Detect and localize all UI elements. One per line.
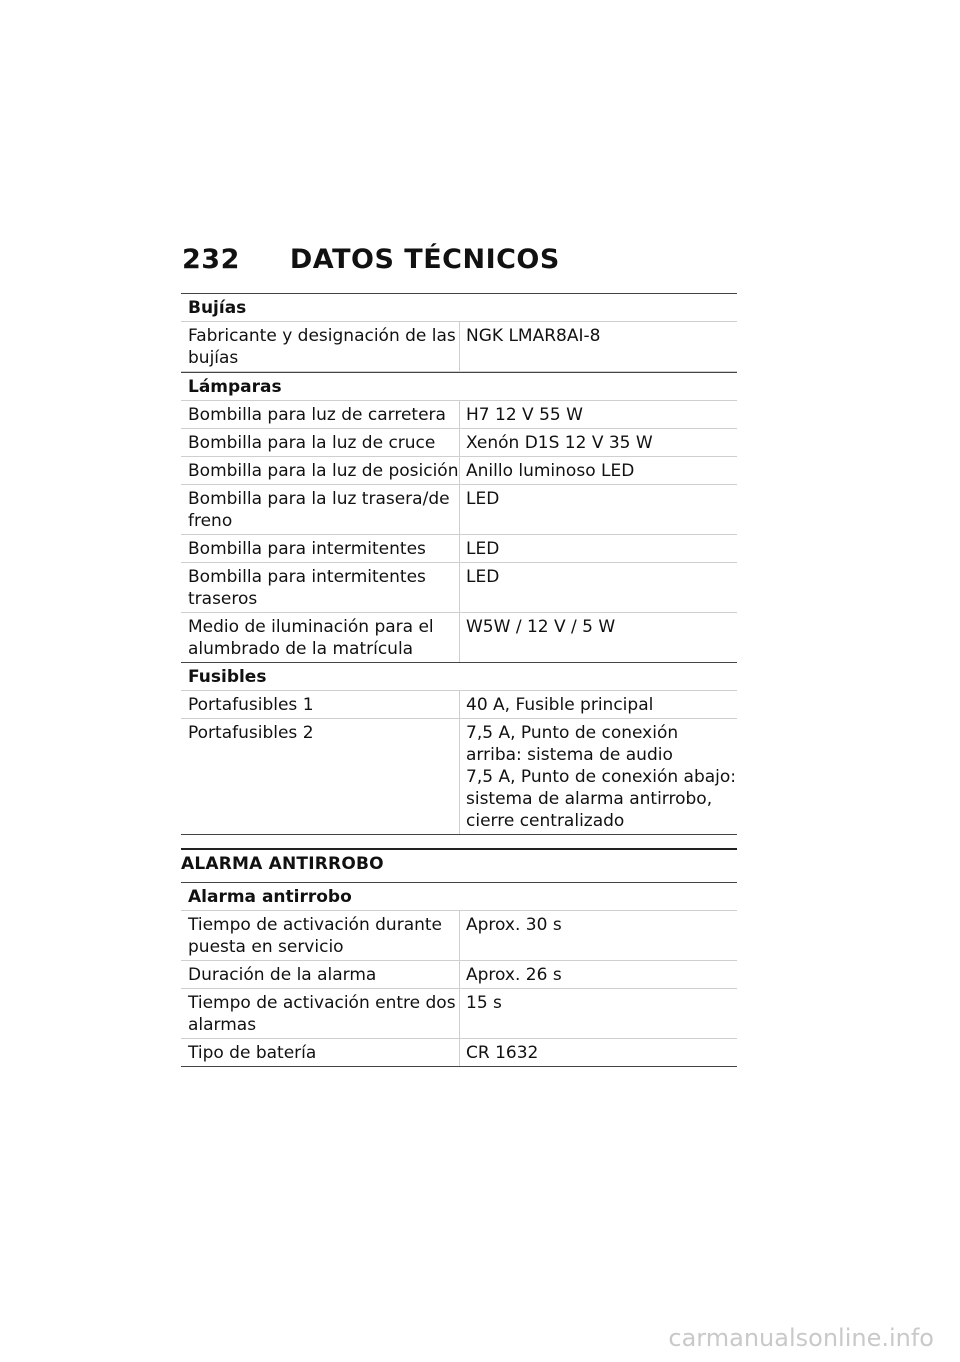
row-label: Tiempo de activación durante puesta en servicio xyxy=(188,915,443,957)
group-header-fusibles xyxy=(181,663,737,691)
spec-table-main xyxy=(181,293,737,835)
row-value: Aprox. 26 s xyxy=(459,961,737,988)
row-label: Bombilla para la luz de posición xyxy=(188,461,459,481)
table-row xyxy=(181,429,737,457)
table-row xyxy=(181,989,737,1039)
table-row xyxy=(181,563,737,613)
row-value: NGK LMAR8AI-8 xyxy=(459,322,737,371)
page-header xyxy=(182,244,560,275)
table-row xyxy=(181,322,737,372)
row-value: 40 A, Fusible principal xyxy=(459,691,737,718)
group-header-lamparas xyxy=(181,373,737,401)
section-heading-alarma: ALARMA ANTIRROBO xyxy=(181,848,737,874)
table-row xyxy=(181,719,737,835)
row-label: Tipo de batería xyxy=(188,1043,317,1063)
row-value: 7,5 A, Punto de conexión arriba: sistema de audio 7,5 A, Punto de conexión abajo: sistema de alarma antirrobo, cierre centralizado xyxy=(459,719,737,834)
row-label: Bombilla para la luz de cruce xyxy=(188,433,436,453)
group-title: Bujías xyxy=(188,298,247,318)
row-label: Bombilla para la luz trasera/de freno xyxy=(188,489,450,531)
group-title: Fusibles xyxy=(188,667,267,687)
row-value: W5W / 12 V / 5 W xyxy=(459,613,737,662)
row-label: Tiempo de activación entre dos alarmas xyxy=(188,993,456,1035)
row-value: CR 1632 xyxy=(459,1039,737,1066)
table-row xyxy=(181,485,737,535)
row-value: Xenón D1S 12 V 35 W xyxy=(459,429,737,456)
row-label: Bombilla para intermitentes xyxy=(188,539,426,559)
table-row xyxy=(181,535,737,563)
row-value: Aprox. 30 s xyxy=(459,911,737,960)
row-label: Portafusibles 1 xyxy=(188,695,314,715)
table-row xyxy=(181,911,737,961)
group-header-alarma xyxy=(181,883,737,911)
row-label: Fabricante y designación de las bujías xyxy=(188,326,456,368)
page-title: DATOS TÉCNICOS xyxy=(289,244,560,275)
group-header-bujias xyxy=(181,294,737,322)
row-label: Duración de la alarma xyxy=(188,965,377,985)
table-row xyxy=(181,401,737,429)
table-row xyxy=(181,1039,737,1067)
page-number: 232 xyxy=(182,244,240,275)
row-label: Bombilla para luz de carretera xyxy=(188,405,446,425)
group-title: Lámparas xyxy=(188,377,282,397)
group-title: Alarma antirrobo xyxy=(188,887,352,907)
row-value: Anillo luminoso LED xyxy=(459,457,737,484)
row-label: Bombilla para intermitentes traseros xyxy=(188,567,426,609)
row-value: LED xyxy=(459,535,737,562)
table-row xyxy=(181,457,737,485)
table-row xyxy=(181,613,737,663)
row-value: LED xyxy=(459,485,737,534)
row-value: LED xyxy=(459,563,737,612)
table-row xyxy=(181,691,737,719)
watermark: carmanualsonline.info xyxy=(668,1324,934,1352)
spec-table-alarma xyxy=(181,882,737,1067)
row-label: Medio de iluminación para el alumbrado de la matrícula xyxy=(188,617,434,659)
row-value: H7 12 V 55 W xyxy=(459,401,737,428)
row-label: Portafusibles 2 xyxy=(188,723,314,743)
row-value: 15 s xyxy=(459,989,737,1038)
table-row xyxy=(181,961,737,989)
